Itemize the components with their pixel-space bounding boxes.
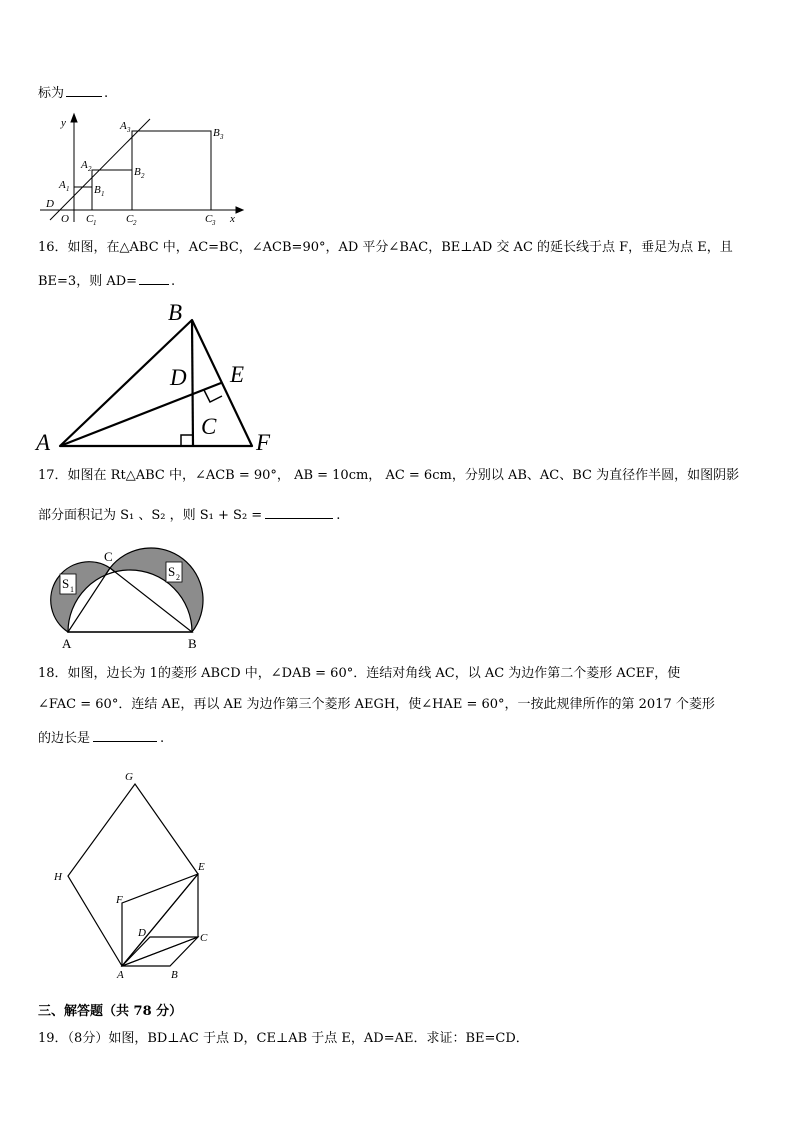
q18-label-F: F	[116, 894, 123, 906]
q19-text: 19．（8分）如图，BD⊥AC 于点 D，CE⊥AB 于点 E，AD=AE．求证：BE=CD．	[38, 1031, 529, 1046]
q17-figure	[48, 544, 218, 654]
q16-right-angle-C	[181, 435, 193, 446]
q15-label-O: O	[61, 213, 69, 225]
q16-line2-end: .	[171, 274, 176, 289]
q17-label-S2-sub: 2	[176, 573, 180, 582]
q15-label-A1: A	[59, 179, 66, 191]
q18-figure	[50, 766, 220, 986]
q15-label-B3-sub: 3	[220, 133, 224, 141]
q17-line2-end: .	[336, 508, 341, 523]
q15-label-C3-sub: 3	[212, 219, 216, 227]
q18-line2	[38, 697, 715, 713]
q17-label-B: B	[188, 636, 197, 651]
q15-figure	[40, 112, 250, 226]
q18-label-E: E	[198, 861, 205, 873]
q16-text-line2: BE=3，则 AD=	[38, 274, 138, 289]
q17-line1	[38, 468, 739, 484]
q16-text-line1: 如图，在△ABC 中，AC=BC，∠ACB=90°，AD 平分∠BAC，BE⊥AD 交 AC 的延长线于点 F，垂足为点 E，且	[67, 240, 733, 255]
q18-label-B: B	[171, 969, 178, 981]
q17-text-line1: 如图在 Rt△ABC 中，∠ACB = 90°， AB = 10cm， AC = 6cm，分别以 AB、AC、BC 为直径作半圆，如图阴影	[67, 468, 740, 483]
q16-segment-BC	[192, 320, 193, 446]
q16-label-D: D	[170, 365, 187, 390]
q18-text-line2: ∠FAC = 60°．连结 AE，再以 AE 为边作第三个菱形 AEGH，使∠HAE = 60°，一按此规律所作的第 2017 个菱形	[38, 697, 715, 712]
q15-label-B1-sub: 1	[101, 190, 105, 198]
q15-square-1	[74, 187, 92, 210]
q15-label-C3: C	[205, 213, 213, 225]
q15-label-B1: B	[94, 184, 101, 196]
q18-text-line3: 的边长是	[38, 731, 91, 746]
q18-answer-blank[interactable]	[93, 729, 157, 742]
q15-tail-text: 标为	[38, 86, 65, 101]
q15-y-arrow	[71, 114, 77, 122]
q17-label-S1: S	[62, 576, 70, 591]
q18-diagonal-AE	[122, 874, 198, 966]
q18-rhombus-AEGH	[68, 784, 198, 966]
q16-figure	[36, 298, 286, 458]
q18-line3-end: .	[160, 731, 165, 746]
q15-label-C1: C	[86, 213, 94, 225]
q15-tail	[38, 84, 108, 102]
q15-label-B2-sub: 2	[141, 172, 145, 180]
q15-label-C2-sub: 2	[133, 219, 137, 227]
q15-label-y: y	[61, 117, 66, 129]
q16-line1	[38, 240, 733, 256]
q15-answer-blank[interactable]	[66, 84, 102, 97]
q17-label-A: A	[62, 636, 72, 651]
q18-text-line1: 如图，边长为 1的菱形 ABCD 中，∠DAB = 60°．连结对角线 AC，以 AC 为边作第二个菱形 ACEF，使	[67, 666, 681, 681]
q15-square-3	[132, 131, 211, 210]
q15-tail-end: .	[104, 86, 109, 101]
q16-right-angle-E	[204, 390, 222, 402]
q17-label-S1-sub: 1	[70, 585, 74, 594]
q15-label-A1-sub: 1	[66, 185, 70, 193]
q16-label-B: B	[168, 300, 183, 325]
q17-text-line2: 部分面积记为 S₁ 、S₂ ，则 S₁ + S₂ =	[38, 508, 263, 523]
q16-label-C: C	[201, 414, 217, 439]
q16-segment-AE	[60, 383, 221, 446]
q15-label-A2: A	[81, 159, 88, 171]
q15-label-B3: B	[213, 127, 220, 139]
q17-number: 17．	[38, 468, 68, 483]
q15-x-arrow	[236, 207, 243, 213]
q16-label-A: A	[36, 430, 51, 455]
q18-label-H: H	[54, 871, 62, 883]
q16-label-E: E	[230, 362, 245, 387]
q18-label-C: C	[200, 932, 208, 944]
section-3-title: 三、解答题（共 78 分）	[38, 1004, 183, 1019]
q17-line2	[38, 506, 340, 524]
q18-label-G: G	[125, 771, 133, 783]
q17-label-C: C	[104, 549, 113, 564]
q18-line3	[38, 729, 164, 747]
q15-label-A3-sub: 3	[127, 126, 131, 134]
q15-label-D: D	[46, 198, 54, 210]
q15-label-B2: B	[134, 166, 141, 178]
q16-label-F: F	[256, 430, 271, 455]
q16-number: 16．	[38, 240, 68, 255]
q17-answer-blank[interactable]	[265, 506, 333, 519]
q18-label-A: A	[117, 969, 124, 981]
q15-label-A3: A	[120, 120, 127, 132]
q16-line2	[38, 272, 175, 290]
q15-label-A2-sub: 2	[88, 165, 92, 173]
q18-line1	[38, 666, 680, 682]
q18-number: 18．	[38, 666, 68, 681]
q16-answer-blank[interactable]	[139, 272, 169, 285]
q16-triangle	[60, 320, 252, 446]
q15-label-x: x	[230, 213, 235, 225]
q15-label-C2: C	[126, 213, 134, 225]
q18-label-D: D	[138, 927, 146, 939]
q15-label-C1-sub: 1	[93, 219, 97, 227]
q17-label-S2: S	[168, 564, 176, 579]
